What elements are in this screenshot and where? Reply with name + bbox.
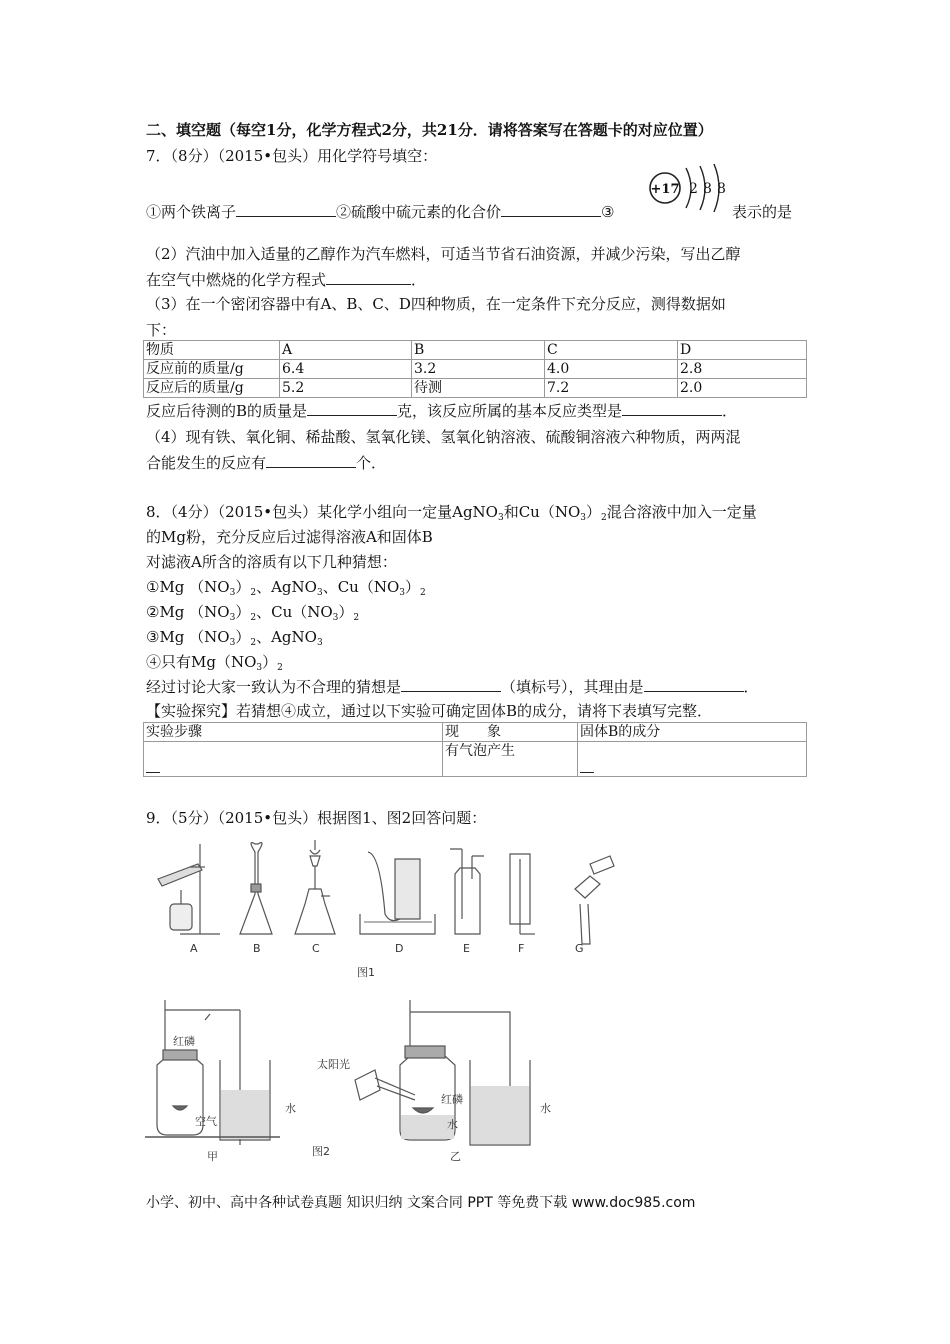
table-cell: 现 象 xyxy=(443,723,578,742)
caption-yi: 乙 xyxy=(450,1150,461,1163)
table-header-row xyxy=(144,341,807,360)
q8-discuss xyxy=(146,677,759,697)
table-cell: 6.4 xyxy=(280,360,412,379)
guess-text: ①Mg （NO xyxy=(146,578,230,596)
apparatus-g-icon xyxy=(575,856,614,944)
q7-p4-line1: （4）现有铁、氧化铜、稀盐酸、氢氧化镁、氢氧化钠溶液、硫酸铜溶液六种物质，两两混 xyxy=(146,428,741,446)
q7-part2-text: ②硫酸中硫元素的化合价 xyxy=(336,203,502,221)
apparatus-a-icon xyxy=(158,844,220,934)
answer-blank[interactable] xyxy=(622,401,722,416)
table-cell: 2.8 xyxy=(678,360,807,379)
apparatus-e-icon xyxy=(450,849,484,934)
table-cell: 3.2 xyxy=(412,360,545,379)
table-cell-step[interactable] xyxy=(144,742,443,777)
table-cell: 4.0 xyxy=(545,360,678,379)
label-water: 水 xyxy=(540,1102,551,1115)
q7-p3-question-b: 克，该反应所属的基本反应类型是 xyxy=(397,402,623,420)
answer-blank[interactable] xyxy=(326,270,411,285)
subscript: 2 xyxy=(250,588,257,598)
guess-text: ） xyxy=(235,603,251,621)
table-row xyxy=(144,360,807,379)
shell-electrons: 8 xyxy=(717,181,726,197)
guess-text: 、AgNO xyxy=(256,628,317,646)
table-row xyxy=(144,742,807,777)
q7-p4-text: 合能发生的反应有 xyxy=(146,454,267,472)
figure-1-apparatus xyxy=(150,834,620,984)
apparatus-f-icon xyxy=(510,854,535,934)
apparatus-label: F xyxy=(518,942,525,955)
table-cell: 7.2 xyxy=(545,379,678,398)
q8-line2: 的Mg粉，充分反应后过滤得溶液A和固体B xyxy=(146,528,433,546)
q7-after-table xyxy=(146,401,737,421)
answer-blank[interactable] xyxy=(146,772,160,773)
apparatus-label: G xyxy=(575,942,584,955)
answer-blank[interactable] xyxy=(266,453,356,468)
figure-2-caption: 图2 xyxy=(312,1145,330,1158)
guess-text: 、Cu（NO xyxy=(256,603,333,621)
q8-explore: 【实验探究】若猜想④成立，通过以下实验可确定固体B的成分，请将下表填写完整． xyxy=(146,702,713,720)
apparatus-label: C xyxy=(312,942,320,955)
punctuation: ． xyxy=(743,678,759,696)
q7-header: 7．（8分）（2015•包头）用化学符号填空： xyxy=(146,147,438,165)
subscript: 2 xyxy=(353,613,360,623)
q7-p2-line2 xyxy=(146,270,426,290)
guess-text: ③Mg （NO xyxy=(146,628,230,646)
q8-line3: 对滤液A所含的溶质有以下几种猜想： xyxy=(146,553,397,571)
subscript: 2 xyxy=(250,613,257,623)
punctuation: ． xyxy=(411,271,427,289)
apparatus-label: D xyxy=(395,942,404,955)
apparatus-c-icon xyxy=(295,840,335,934)
answer-blank[interactable] xyxy=(236,202,336,217)
apparatus-d-icon xyxy=(360,852,435,934)
subscript: 2 xyxy=(420,588,426,598)
q8-text: 混合溶液中加入一定量 xyxy=(606,503,757,521)
answer-blank[interactable] xyxy=(401,677,501,692)
subscript: 3 xyxy=(497,513,504,523)
table-header-row xyxy=(144,723,807,742)
table-cell: D xyxy=(678,341,807,360)
guess-text: ） xyxy=(235,628,251,646)
experiment-table xyxy=(143,722,807,777)
table-cell: A xyxy=(280,341,412,360)
table-row xyxy=(144,379,807,398)
apparatus-b-icon xyxy=(240,843,272,934)
q7-p4-end: 个． xyxy=(356,454,387,472)
label-red-phosphorus: 红磷 xyxy=(441,1093,463,1106)
table-cell-solid[interactable] xyxy=(578,742,807,777)
setup-yi-icon xyxy=(355,1000,530,1145)
q7-p2-text: 在空气中燃烧的化学方程式 xyxy=(146,271,327,289)
subscript: 2 xyxy=(250,638,257,648)
caption-jia: 甲 xyxy=(207,1150,218,1163)
apparatus-label: B xyxy=(253,942,261,955)
table-cell: 固体B的成分 xyxy=(578,723,807,742)
label-sunlight: 太阳光 xyxy=(317,1058,350,1071)
guess-4 xyxy=(146,652,283,678)
q9-header: 9．（5分）（2015•包头）根据图1、图2回答问题： xyxy=(146,809,487,827)
q8-text: 8．（4分）（2015•包头）某化学小组向一定量AgNO xyxy=(146,503,498,521)
label-water: 水 xyxy=(447,1118,458,1131)
footer-ad: 小学、初中、高中各种试卷真题 知识归纳 文案合同 PPT 等免费下载 www.doc985.com xyxy=(146,1195,696,1211)
q8-discuss-text: 经过讨论大家一致认为不合理的猜想是 xyxy=(146,678,402,696)
table-cell: B xyxy=(412,341,545,360)
subscript: 3 xyxy=(316,638,323,648)
table-cell: 有气泡产生 xyxy=(443,742,578,777)
q7-p4-line2 xyxy=(146,453,386,473)
guess-text: 、Cu（NO xyxy=(322,578,400,596)
figure-1-caption: 图1 xyxy=(357,966,375,979)
subscript: 2 xyxy=(277,663,283,673)
subscript: 3 xyxy=(580,513,586,523)
shell-electrons: 8 xyxy=(703,181,712,197)
q8-text: 和Cu（NO xyxy=(503,503,581,521)
subscript: 3 xyxy=(229,588,236,598)
table-cell: 2.0 xyxy=(678,379,807,398)
guess-2 xyxy=(146,602,359,628)
label-water: 水 xyxy=(285,1102,296,1115)
q7-p3-line1: （3）在一个密闭容器中有A、B、C、D四种物质，在一定条件下充分反应，测得数据如 xyxy=(146,295,726,313)
label-red-phosphorus: 红磷 xyxy=(173,1035,195,1048)
q8-text: ） xyxy=(586,503,602,521)
figure-2-experiments xyxy=(145,1000,565,1165)
q7-line1 xyxy=(146,202,614,222)
punctuation: ． xyxy=(722,402,738,420)
guess-1 xyxy=(146,577,426,603)
guess-text: ） xyxy=(338,603,354,621)
subscript: 3 xyxy=(229,613,236,623)
guess-text: 、AgNO xyxy=(256,578,317,596)
apparatus-label: A xyxy=(190,942,198,955)
table-cell: 反应后的质量/g xyxy=(144,379,280,398)
guess-3 xyxy=(146,627,323,653)
apparatus-label: E xyxy=(463,942,470,955)
q7-part3-text: ③ xyxy=(601,203,615,221)
atom-structure-diagram xyxy=(648,162,730,222)
shell-electrons: 2 xyxy=(689,181,698,197)
table-cell: 待测 xyxy=(412,379,545,398)
atom-nucleus: +17 xyxy=(650,182,680,197)
q7-part1-text: ①两个铁离子 xyxy=(146,203,237,221)
q7-line1-end: 表示的是 xyxy=(732,203,793,221)
guess-text: ④只有Mg（NO xyxy=(146,653,257,671)
q7-p2-line1: （2）汽油中加入适量的乙醇作为汽车燃料，可适当节省石油资源，并减少污染，写出乙醇 xyxy=(146,245,741,263)
answer-blank[interactable] xyxy=(307,401,397,416)
table-cell: 物质 xyxy=(144,341,280,360)
subscript: 3 xyxy=(332,613,339,623)
subscript: 2 xyxy=(601,513,607,523)
table-cell: 5.2 xyxy=(280,379,412,398)
label-air: 空气 xyxy=(195,1115,217,1128)
q8-header xyxy=(146,502,757,528)
table-cell: 实验步骤 xyxy=(144,723,443,742)
table-cell: C xyxy=(545,341,678,360)
q8-discuss-text: （填标号），其理由是 xyxy=(501,678,644,696)
guess-text: ） xyxy=(235,578,251,596)
answer-blank[interactable] xyxy=(580,772,594,773)
answer-blank[interactable] xyxy=(501,202,601,217)
guess-text: ②Mg （NO xyxy=(146,603,230,621)
mass-data-table xyxy=(143,340,807,398)
subscript: 3 xyxy=(229,638,236,648)
subscript: 3 xyxy=(399,588,405,598)
guess-text: ） xyxy=(262,653,278,671)
table-cell: 反应前的质量/g xyxy=(144,360,280,379)
q7-p3-question-a: 反应后待测的B的质量是 xyxy=(146,402,308,420)
q7-p3-line2: 下： xyxy=(146,321,177,339)
guess-text: ） xyxy=(404,578,420,596)
answer-blank[interactable] xyxy=(644,677,744,692)
subscript: 3 xyxy=(316,588,323,598)
section-title: 二、填空题（每空1分，化学方程式2分，共21分．请将答案写在答题卡的对应位置） xyxy=(146,121,713,139)
subscript: 3 xyxy=(256,663,263,673)
